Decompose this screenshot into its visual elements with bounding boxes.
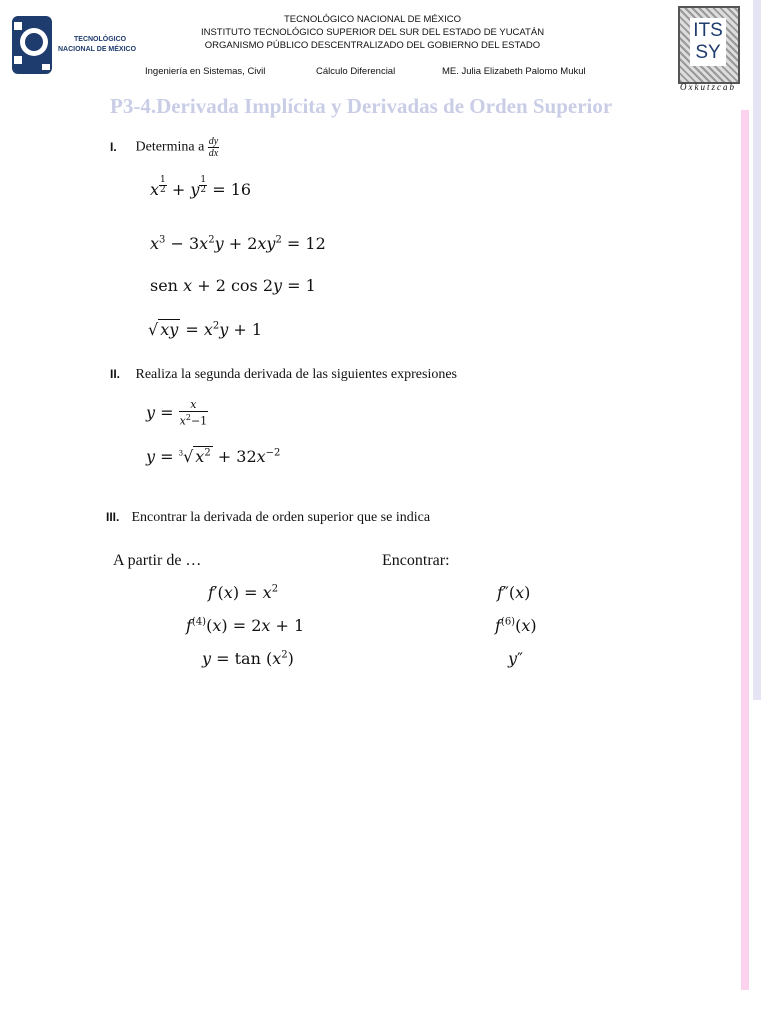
equation-4: √ xy = $x^2y + 1$ (148, 320, 263, 339)
logo-left-text2: NACIONAL DE MÉXICO (58, 46, 137, 53)
section3-roman: III. (106, 510, 120, 524)
equation-1: x $\frac{1}{2}$ + y $\frac{1}{2}$ = 16 (150, 175, 252, 199)
col-left-label: A partir de … (113, 552, 202, 569)
given-1: $f'(x) = x^2$ (208, 583, 279, 602)
logo-right-caption: Oxkutzcab (680, 82, 736, 92)
logo-right-text2: SY (695, 42, 721, 63)
section2-instruction: Realiza la segunda derivada de las siguientes expresiones (135, 367, 457, 382)
section3-instruction: Encontrar la derivada de orden superior que se indica (131, 510, 431, 525)
given-2: $f^{(4)}(x) = 2x + 1$ (186, 616, 305, 635)
course-teacher: ME. Julia Elizabeth Palomo Mukul (442, 66, 586, 77)
equation-2: $x^3 - 3x^2y + 2xy^2 = 12$ (150, 234, 326, 253)
frac-num: dy (208, 136, 219, 147)
find-1: f″(x) (497, 583, 531, 602)
equation-5: y = $\frac{x}{x^2-1}$ (146, 398, 208, 428)
page-title: P3-4.Derivada Implícita y Derivadas de Orden Superior (110, 94, 613, 118)
dy-dx-fraction (208, 136, 219, 159)
header-line3: ORGANISMO PÚBLICO DESCENTRALIZADO DEL GOBIERNO DEL ESTADO (204, 40, 541, 51)
section3-heading (106, 510, 430, 526)
header-line1: TECNOLÓGICO NACIONAL DE MÉXICO (283, 14, 461, 25)
itssy-logo (676, 4, 740, 94)
course-subject: Cálculo Diferencial (316, 66, 396, 77)
section1-heading (110, 136, 219, 159)
section2-roman: II. (110, 367, 121, 381)
col-right-label: Encontrar: (382, 552, 450, 569)
tecnm-logo (8, 12, 143, 80)
section1-roman: I. (110, 139, 117, 154)
side-bar-pink (741, 110, 749, 990)
section1-instruction: Determina a (135, 139, 205, 155)
find-3: y″ (508, 649, 524, 668)
find-2: $f^{(6)}(x)$ (495, 616, 537, 635)
given-3: $y = \tan (x^2)$ (202, 649, 294, 668)
equation-6: y = $^3$√ $x^2 + 32x^{-2}$ (146, 447, 281, 466)
header-line2: INSTITUTO TECNOLÓGICO SUPERIOR DEL SUR DEL ESTADO DE YUCATÁN (200, 27, 545, 38)
side-bar-lavender (753, 0, 761, 700)
logo-left-text1: TECNOLÓGICO (74, 36, 127, 43)
equation-3: sen x + 2 cos 2y = 1 (150, 276, 316, 295)
tecnm-emblem-icon (8, 12, 56, 78)
course-career: Ingeniería en Sistemas, Civil (145, 66, 266, 77)
frac-den: dx (208, 148, 219, 159)
section2-heading (110, 367, 457, 383)
logo-right-text1: ITS (693, 20, 723, 41)
